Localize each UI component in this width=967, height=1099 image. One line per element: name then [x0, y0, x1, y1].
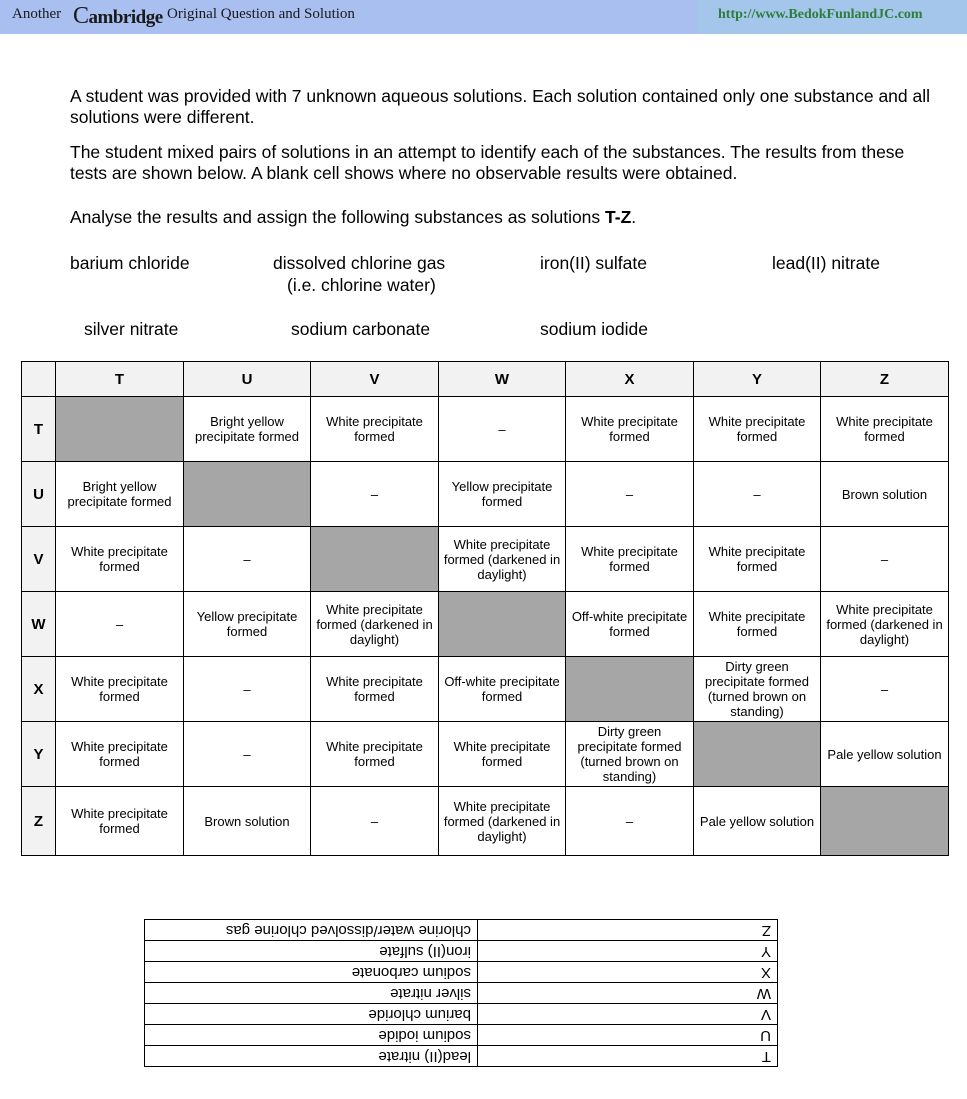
banner-url-link[interactable]: http://www.BedokFunlandJC.com [718, 7, 923, 22]
answer-row [145, 1004, 778, 1025]
blank-cell [311, 527, 439, 592]
question-paragraph-3 [70, 207, 940, 228]
substance-item: dissolved chlorine gas [273, 253, 446, 273]
corner-cell [22, 362, 56, 397]
answer-label: X [478, 962, 778, 983]
substance-item: iron(II) sulfate [540, 253, 647, 273]
table-cell: – [439, 397, 566, 462]
table-cell: White precipitate formed (darkened in daylight) [311, 592, 439, 657]
answer-value: chlorine water/dissolved chlorine gas [145, 920, 478, 941]
table-cell: Bright yellow precipitate formed [56, 462, 184, 527]
row-header: X [22, 657, 56, 722]
substance-item: sodium iodide [540, 319, 648, 339]
answer-value: sodium iodide [145, 1025, 478, 1046]
table-cell: White precipitate formed [311, 657, 439, 722]
instruction-range: T-Z [605, 207, 632, 227]
cambridge-logo [73, 3, 163, 30]
table-cell: – [694, 462, 821, 527]
table-cell: – [821, 657, 949, 722]
header-banner [0, 0, 967, 34]
table-cell: Off-white precipitate formed [566, 592, 694, 657]
row-header: V [22, 527, 56, 592]
table-cell: Brown solution [184, 787, 311, 856]
table-cell: – [56, 592, 184, 657]
table-row [22, 397, 949, 462]
table-cell: Off-white precipitate formed [439, 657, 566, 722]
answer-value: lead(II) nitrate [145, 1046, 478, 1067]
column-header: W [439, 362, 566, 397]
table-cell: White precipitate formed (darkened in daylight) [439, 787, 566, 856]
row-header: U [22, 462, 56, 527]
table-row [22, 592, 949, 657]
table-cell: – [184, 657, 311, 722]
table-row [22, 462, 949, 527]
table-cell: Brown solution [821, 462, 949, 527]
banner-prefix: Another [12, 6, 62, 22]
answer-row [145, 941, 778, 962]
table-cell: – [184, 527, 311, 592]
answer-label: Z [478, 920, 778, 941]
table-cell: White precipitate formed [56, 787, 184, 856]
answer-label: V [478, 1004, 778, 1025]
blank-cell [56, 397, 184, 462]
table-cell: Yellow precipitate formed [184, 592, 311, 657]
table-cell: Yellow precipitate formed [439, 462, 566, 527]
table-cell: – [184, 722, 311, 787]
table-cell: White precipitate formed [311, 397, 439, 462]
column-header: X [566, 362, 694, 397]
logo-initial: C [73, 3, 89, 29]
column-header: T [56, 362, 184, 397]
question-paragraph-2: The student mixed pairs of solutions in an attempt to identify each of the substances. The results from these tests are shown below. A blank cell shows where no observable results were obtained. [70, 142, 905, 183]
column-header: U [184, 362, 311, 397]
instruction-text: Analyse the results and assign the following substances as solutions [70, 207, 606, 227]
table-cell: Pale yellow solution [821, 722, 949, 787]
blank-cell [439, 592, 566, 657]
table-cell: White precipitate formed (darkened in daylight) [439, 527, 566, 592]
answer-row [145, 1025, 778, 1046]
table-cell: – [311, 462, 439, 527]
table-cell: – [566, 462, 694, 527]
answer-table [144, 919, 778, 1067]
table-cell: Dirty green precipitate formed (turned brown on standing) [694, 657, 821, 722]
row-header: W [22, 592, 56, 657]
table-cell: White precipitate formed [56, 722, 184, 787]
row-header: T [22, 397, 56, 462]
banner-subtitle: Original Question and Solution [167, 6, 355, 22]
table-cell: White precipitate formed [439, 722, 566, 787]
substance-note: (i.e. chlorine water) [287, 275, 436, 295]
column-header: Y [694, 362, 821, 397]
table-row [22, 657, 949, 722]
row-header: Z [22, 787, 56, 856]
answer-label: W [478, 983, 778, 1004]
table-cell: – [821, 527, 949, 592]
table-cell: Dirty green precipitate formed (turned brown on standing) [566, 722, 694, 787]
substance-item: sodium carbonate [291, 319, 431, 339]
answer-label: T [478, 1046, 778, 1067]
upside-down-answer-table [145, 913, 778, 1067]
answer-value: iron(II) sulfate [145, 941, 478, 962]
column-header: Z [821, 362, 949, 397]
table-row [22, 527, 949, 592]
table-cell: – [311, 787, 439, 856]
table-cell: White precipitate formed [56, 527, 184, 592]
answer-row [145, 962, 778, 983]
instruction-end: . [631, 207, 637, 227]
table-cell: White precipitate formed [821, 397, 949, 462]
answer-row [145, 1046, 778, 1067]
table-cell: White precipitate formed (darkened in daylight) [821, 592, 949, 657]
answer-row [145, 920, 778, 941]
table-cell: – [566, 787, 694, 856]
substance-item: silver nitrate [84, 319, 179, 339]
row-header: Y [22, 722, 56, 787]
answer-label: U [478, 1025, 778, 1046]
table-cell: White precipitate formed [694, 397, 821, 462]
blank-cell [821, 787, 949, 856]
question-paragraph-1: A student was provided with 7 unknown aqueous solutions. Each solution contained only one substance and all solutions were different. [70, 86, 931, 127]
table-cell: Bright yellow precipitate formed [184, 397, 311, 462]
table-cell: White precipitate formed [566, 397, 694, 462]
column-header: V [311, 362, 439, 397]
blank-cell [184, 462, 311, 527]
blank-cell [566, 657, 694, 722]
answer-row [145, 983, 778, 1004]
blank-cell [694, 722, 821, 787]
table-cell: White precipitate formed [56, 657, 184, 722]
table-cell: White precipitate formed [311, 722, 439, 787]
answer-value: sodium carbonate [145, 962, 478, 983]
table-cell: White precipitate formed [694, 592, 821, 657]
table-cell: White precipitate formed [566, 527, 694, 592]
answer-value: silver nitrate [145, 983, 478, 1004]
table-cell: White precipitate formed [694, 527, 821, 592]
table-row [22, 787, 949, 856]
table-row [22, 722, 949, 787]
answer-label: Y [478, 941, 778, 962]
substance-item: barium chloride [70, 253, 190, 273]
substance-item: lead(II) nitrate [772, 253, 880, 273]
logo-rest: ambridge [88, 7, 163, 28]
table-header-row [22, 362, 949, 397]
results-table [21, 361, 949, 856]
answer-value: barium chloride [145, 1004, 478, 1025]
table-cell: Pale yellow solution [694, 787, 821, 856]
